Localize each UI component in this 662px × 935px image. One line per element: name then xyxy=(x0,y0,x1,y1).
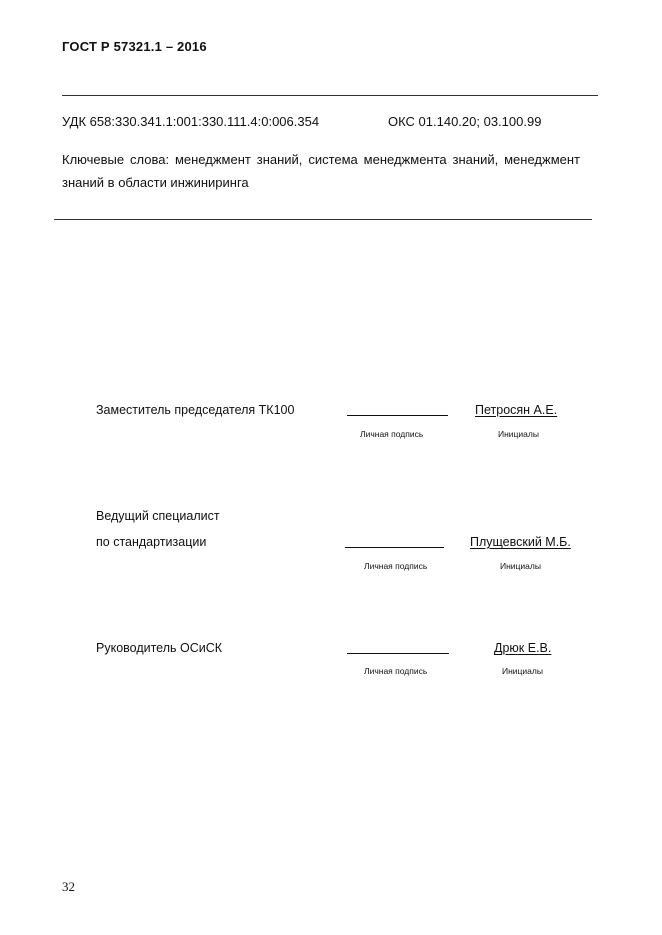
classification-line xyxy=(62,114,592,129)
udk-code: УДК 658:330.341.1:001:330.111.4:0:006.354 xyxy=(62,114,320,129)
initials-caption: Инициалы xyxy=(502,666,543,676)
standard-designation: ГОСТ Р 57321.1 – 2016 xyxy=(62,39,207,54)
signature-line xyxy=(345,547,444,548)
signature-line xyxy=(347,653,449,654)
signature-caption: Личная подпись xyxy=(364,561,428,571)
bottom-divider xyxy=(54,219,592,220)
oks-code: ОКС 01.140.20; 03.100.99 xyxy=(388,114,542,129)
signatory-title-line2: по стандартизации xyxy=(96,535,207,549)
signature-caption: Личная подпись xyxy=(364,666,428,676)
signatory-name: Дрюк Е.В. xyxy=(494,641,552,655)
signatory-title: Заместитель председателя ТК100 xyxy=(96,403,295,417)
initials-caption: Инициалы xyxy=(498,429,539,439)
page-number: 32 xyxy=(62,879,75,894)
signatory-name: Петросян А.Е. xyxy=(475,403,558,417)
keywords-paragraph: Ключевые слова: менеджмент знаний, система менеджмента знаний, менеджмент знаний в области инжиниринга xyxy=(62,152,580,190)
signatory-title-line1: Ведущий специалист xyxy=(96,509,220,523)
signature-line xyxy=(347,415,448,416)
signatory-title: Руководитель ОСиСК xyxy=(96,641,223,655)
top-divider xyxy=(62,95,598,96)
initials-caption: Инициалы xyxy=(500,561,541,571)
signature-caption: Личная подпись xyxy=(360,429,424,439)
signatory-name: Плущевский М.Б. xyxy=(470,535,571,549)
